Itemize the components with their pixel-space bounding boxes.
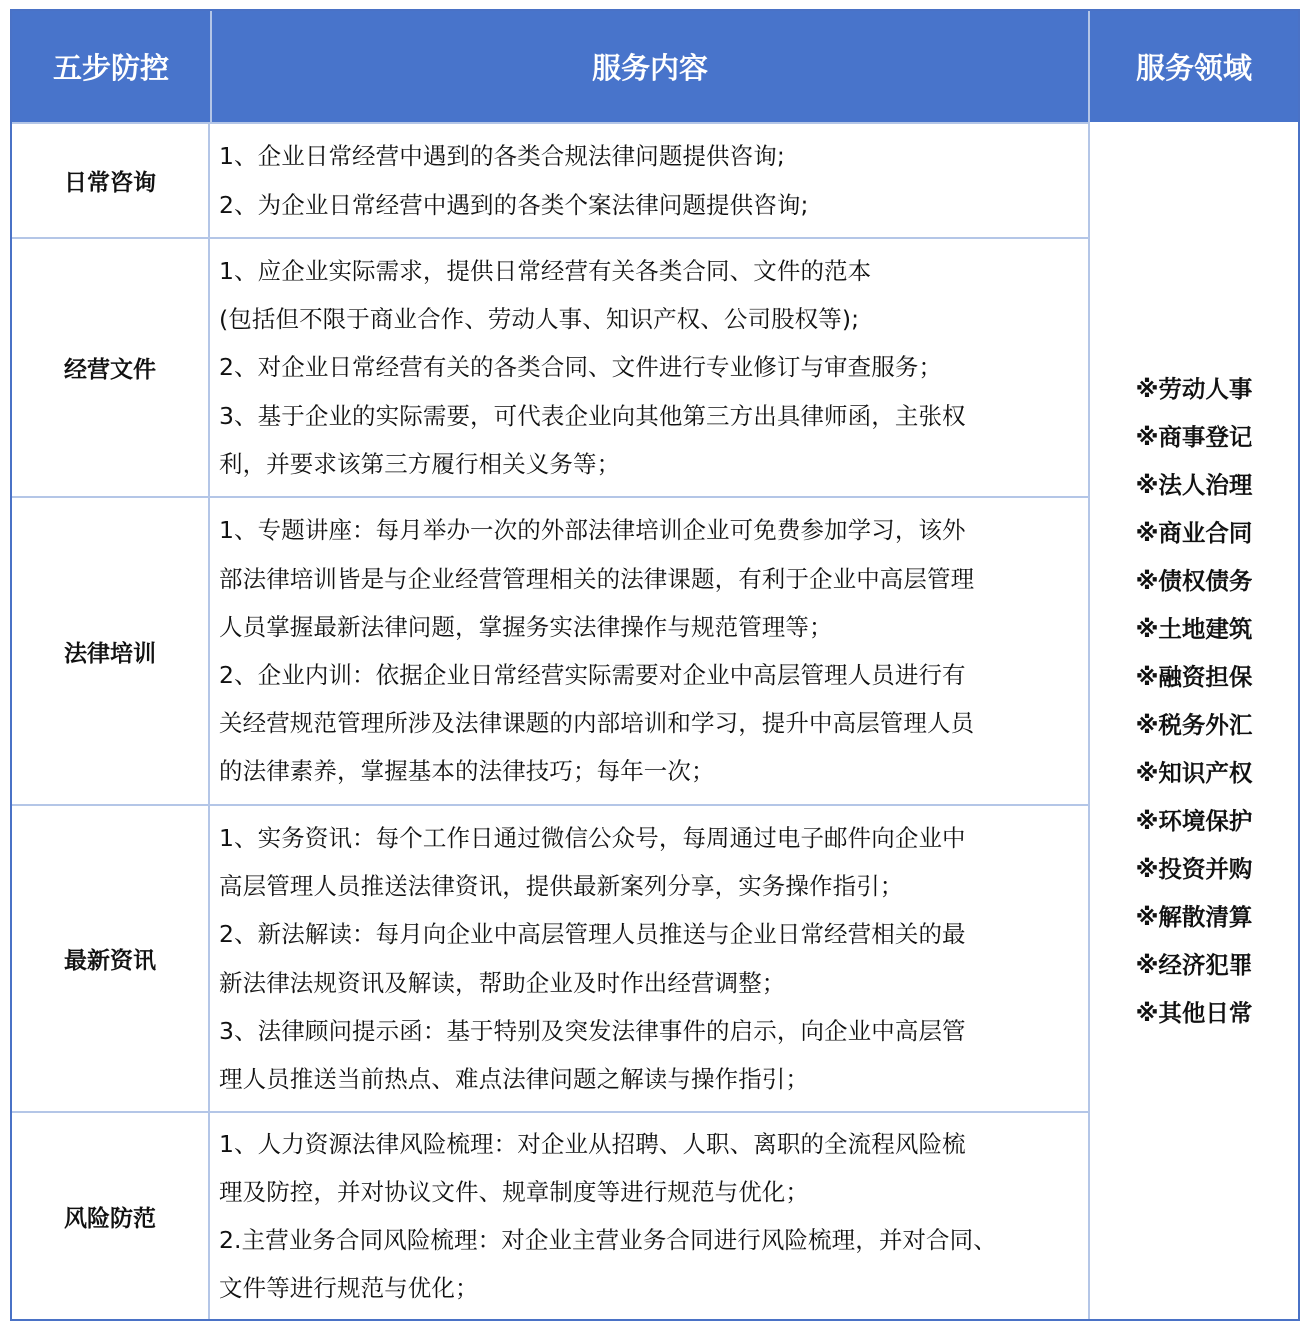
domain-item: ※投资并购 xyxy=(1135,854,1253,883)
content-line: 关经营规范管理所涉及法律课题的内部培训和学习，提升中高层管理人员 xyxy=(219,709,975,738)
domain-item: ※经济犯罪 xyxy=(1135,950,1253,979)
content-line: 新法律法规资讯及解读，帮助企业及时作出经营调整； xyxy=(219,968,786,997)
content-cell xyxy=(210,122,1088,237)
content-cell xyxy=(210,496,1088,804)
content-line: 2、对企业日常经营有关的各类合同、文件进行专业修订与审查服务； xyxy=(219,353,943,382)
content-line: 2、新法解读：每月向企业中高层管理人员推送与企业日常经营相关的最 xyxy=(219,920,966,949)
service-table xyxy=(10,9,1300,1321)
content-line: 理人员推送当前热点、难点法律问题之解读与操作指引； xyxy=(219,1064,809,1093)
content-cell xyxy=(210,1111,1088,1319)
step-cell: 经营文件 xyxy=(12,237,210,496)
content-line: 文件等进行规范与优化； xyxy=(219,1274,479,1303)
domain-item: ※其他日常 xyxy=(1135,998,1253,1027)
content-line: 1、人力资源法律风险梳理：对企业从招聘、人职、离职的全流程风险梳 xyxy=(219,1129,966,1158)
header-steps: 五步防控 xyxy=(12,11,210,122)
step-cell: 最新资讯 xyxy=(12,804,210,1111)
domain-item: ※土地建筑 xyxy=(1135,614,1253,643)
content-cell xyxy=(210,804,1088,1111)
step-cell: 日常咨询 xyxy=(12,122,210,237)
content-line: 1、实务资讯：每个工作日通过微信公众号，每周通过电子邮件向企业中 xyxy=(219,823,966,852)
content-line: 利，并要求该第三方履行相关义务等； xyxy=(219,449,621,478)
content-line: 3、基于企业的实际需要，可代表企业向其他第三方出具律师函，主张权 xyxy=(219,401,966,430)
header-domains: 服务领域 xyxy=(1088,11,1298,122)
step-cell: 风险防范 xyxy=(12,1111,210,1319)
domain-item: ※知识产权 xyxy=(1135,758,1253,787)
domain-item: ※解散清算 xyxy=(1135,902,1253,931)
domain-item: ※商事登记 xyxy=(1135,422,1253,451)
content-line: 1、企业日常经营中遇到的各类合规法律问题提供咨询; xyxy=(219,142,785,171)
content-line: 高层管理人员推送法律资讯，提供最新案列分享，实务操作指引； xyxy=(219,872,904,901)
domain-item: ※劳动人事 xyxy=(1135,374,1253,403)
content-line: 1、应企业实际需求，提供日常经营有关各类合同、文件的范本 xyxy=(219,256,872,285)
content-line: 部法律培训皆是与企业经营管理相关的法律课题，有利于企业中高层管理 xyxy=(219,564,975,593)
domains-cell xyxy=(1088,122,1298,1319)
domain-item: ※法人治理 xyxy=(1135,470,1253,499)
content-line: 3、法律顾问提示函：基于特别及突发法律事件的启示，向企业中高层管 xyxy=(219,1016,966,1045)
content-line: 1、专题讲座：每月举办一次的外部法律培训企业可免费参加学习，该外 xyxy=(219,516,966,545)
domain-item: ※税务外汇 xyxy=(1135,710,1253,739)
content-line: 2.主营业务合同风险梳理：对企业主营业务合同进行风险梳理，并对合同、 xyxy=(219,1226,997,1254)
content-cell xyxy=(210,237,1088,496)
content-line: 理及防控，并对协议文件、规章制度等进行规范与优化； xyxy=(219,1177,809,1206)
domain-item: ※债权债务 xyxy=(1135,566,1253,595)
content-line: 的法律素养，掌握基本的法律技巧；每年一次； xyxy=(219,757,715,786)
domain-item: ※融资担保 xyxy=(1135,662,1253,691)
content-line: 2、为企业日常经营中遇到的各类个案法律问题提供咨询; xyxy=(219,190,809,219)
step-cell: 法律培训 xyxy=(12,496,210,804)
content-line: (包括但不限于商业合作、劳动人事、知识产权、公司股权等); xyxy=(219,305,860,334)
domain-item: ※环境保护 xyxy=(1135,806,1253,835)
content-line: 2、企业内训：依据企业日常经营实际需要对企业中高层管理人员进行有 xyxy=(219,661,966,689)
header-content: 服务内容 xyxy=(210,11,1088,122)
domain-item: ※商业合同 xyxy=(1135,518,1253,547)
content-line: 人员掌握最新法律问题，掌握务实法律操作与规范管理等； xyxy=(219,612,833,641)
